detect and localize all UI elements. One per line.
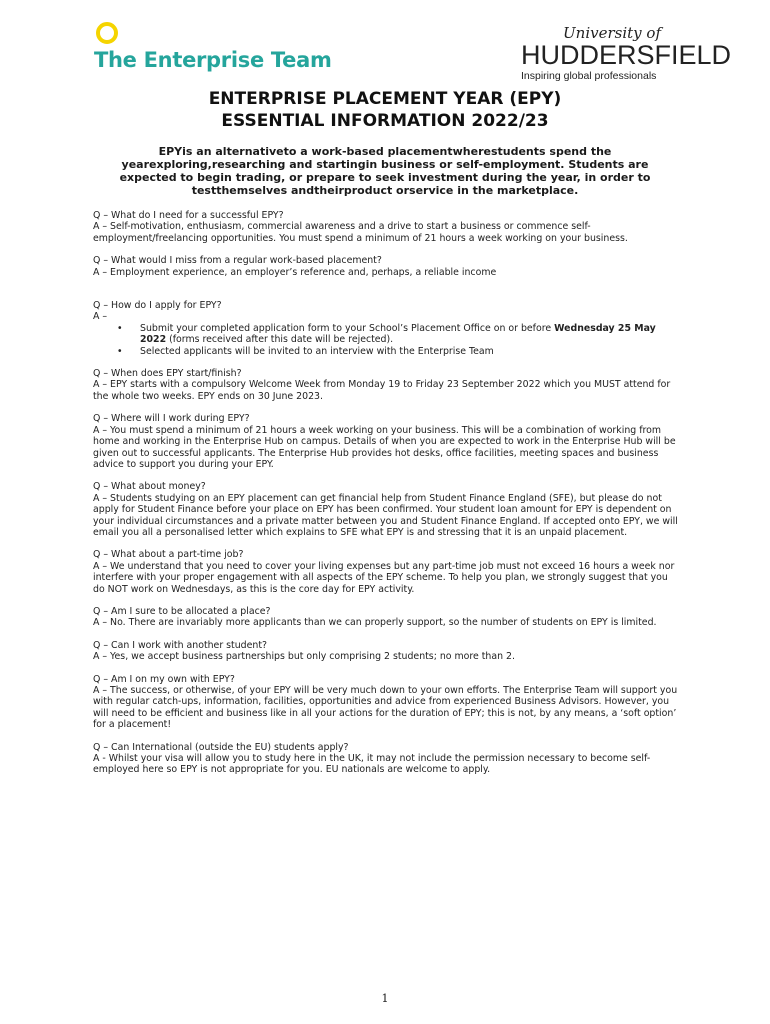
faq-answer: A – We understand that you need to cover your living expenses but any part-time job must not exceed 16 hours a week nor interfere with your proper engagement with all aspects of the EPY scheme. To help you plan, we strongly suggest that you do NOT work on Wednesdays, as this is the core day for EPY activity. [93, 560, 675, 595]
faq-question: Q – When does EPY start/finish? [93, 368, 242, 380]
faq-question: Q – What do I need for a successful EPY? [93, 210, 284, 221]
faq-question: Q – What would I miss from a regular work-based placement? [93, 255, 382, 267]
apply-step-1-text: Submit your completed application form to your School’s Placement Office on or before [140, 322, 555, 334]
bullet-icon: • [117, 322, 123, 334]
faq-answer: A – You must spend a minimum of 21 hours a week working on your business. This will be a combination of working from home and working in the Enterprise Hub on campus. Details of when you are expected to work in the Enterprise Hub will be given out to successful applicants. The Enterprise Hub provides hot desks, office facilities, meeting spaces and business advice to support you during your EPY. [93, 424, 676, 470]
university-logo-line2: HUDDERSFIELD [521, 40, 732, 70]
faq-question: Q – Can I work with another student? [93, 639, 267, 651]
faq-item [93, 300, 678, 357]
yellow-ring-icon [96, 22, 118, 44]
faq-answer: A – Yes, we accept business partnerships but only comprising 2 students; no more than 2. [93, 651, 515, 663]
faq-question: Q – What about money? [93, 481, 206, 493]
faq-answer: A – [93, 311, 108, 323]
page-number: 1 [381, 992, 389, 1005]
faq-item [93, 640, 678, 663]
faq-list [93, 210, 678, 787]
intro-paragraph: EPYis an alternativeto a work-based placementwherestudents spend the yearexploring,researching and startingin business or self-employment. Students are expected to begin trading, or prepare to seek investment during the year, in order to testthemselves andtheirproduct orservice in the marketplace. [119, 145, 651, 197]
apply-deadline: Wednesday 25 May 2022 [140, 322, 656, 346]
faq-answer: A – Students studying on an EPY placement can get financial help from Student Finance England (SFE), but please do not apply for Student Finance before your place on EPY has been confirmed. Your student loan amount for EPY is dependent on your individual circumstances and a private matter between you and Student Finance England. If accepted onto EPY, we will email you all a personalised letter which explains to SFE what EPY is and stressing that it is an unpaid placement. [93, 492, 678, 538]
faq-item [93, 742, 678, 776]
faq-answer: A – Employment experience, an employer’s reference and, perhaps, a reliable income [93, 266, 497, 278]
faq-question: Q – Where will I work during EPY? [93, 413, 250, 425]
apply-step-2-text: Selected applicants will be invited to an interview with the Enterprise Team [140, 345, 494, 357]
faq-answer: A - Whilst your visa will allow you to study here in the UK, it may not include the permission necessary to become self-employed here so EPY is not appropriate for you. EU nationals are welcome to apply. [93, 753, 651, 776]
title-line-1: ENTERPRISE PLACEMENT YEAR (EPY) [208, 89, 562, 109]
faq-answer: A – No. There are invariably more applicants than we can properly support, so the number of students on EPY is limited. [93, 617, 657, 629]
university-logo-tagline: Inspiring global professionals [521, 70, 657, 82]
faq-answer: A – Self-motivation, enthusiasm, commercial awareness and a drive to start a business or commence self-employment/freelancing opportunities. You must spend a minimum of 21 hours a week working on your business. [93, 221, 628, 244]
faq-question: Q – How do I apply for EPY? [93, 300, 222, 312]
list-item [93, 346, 678, 357]
faq-question: Q – Am I sure to be allocated a place? [93, 605, 271, 617]
university-logo-line1: University of [563, 24, 661, 42]
faq-item [93, 210, 678, 244]
enterprise-team-logo-text: The Enterprise Team [94, 48, 332, 72]
faq-item [93, 368, 678, 402]
faq-question: Q – Can International (outside the EU) students apply? [93, 741, 349, 753]
title-line-2: ESSENTIAL INFORMATION 2022/23 [221, 111, 549, 131]
apply-steps-list [93, 323, 678, 357]
faq-answer: A – The success, or otherwise, of your EPY will be very much down to your own efforts. The Enterprise Team will support you with regular catch-ups, information, facilities, opportunities and advice from experienced Business Advisors. However, you will need to be efficient and business like in all your actions for the duration of EPY; this is not, by any means, a ‘soft option’ for a placement! [93, 685, 678, 731]
university-logo [521, 24, 732, 82]
enterprise-team-logo [94, 22, 332, 72]
faq-item [93, 413, 678, 470]
faq-item [93, 674, 678, 731]
faq-question: Q – What about a part-time job? [93, 549, 244, 561]
bullet-icon: • [117, 345, 123, 357]
faq-answer: A – EPY starts with a compulsory Welcome Week from Monday 19 to Friday 23 September 2022 which you MUST attend for the whole two weeks. EPY ends on 30 June 2023. [93, 379, 671, 402]
faq-item [93, 255, 678, 278]
page-title [0, 88, 770, 132]
list-item [93, 323, 678, 346]
faq-item [93, 549, 678, 595]
faq-question: Q – Am I on my own with EPY? [93, 673, 235, 685]
faq-item [93, 606, 678, 629]
apply-step-1-note: (forms received after this date will be rejected). [166, 334, 394, 346]
faq-item [93, 481, 678, 538]
